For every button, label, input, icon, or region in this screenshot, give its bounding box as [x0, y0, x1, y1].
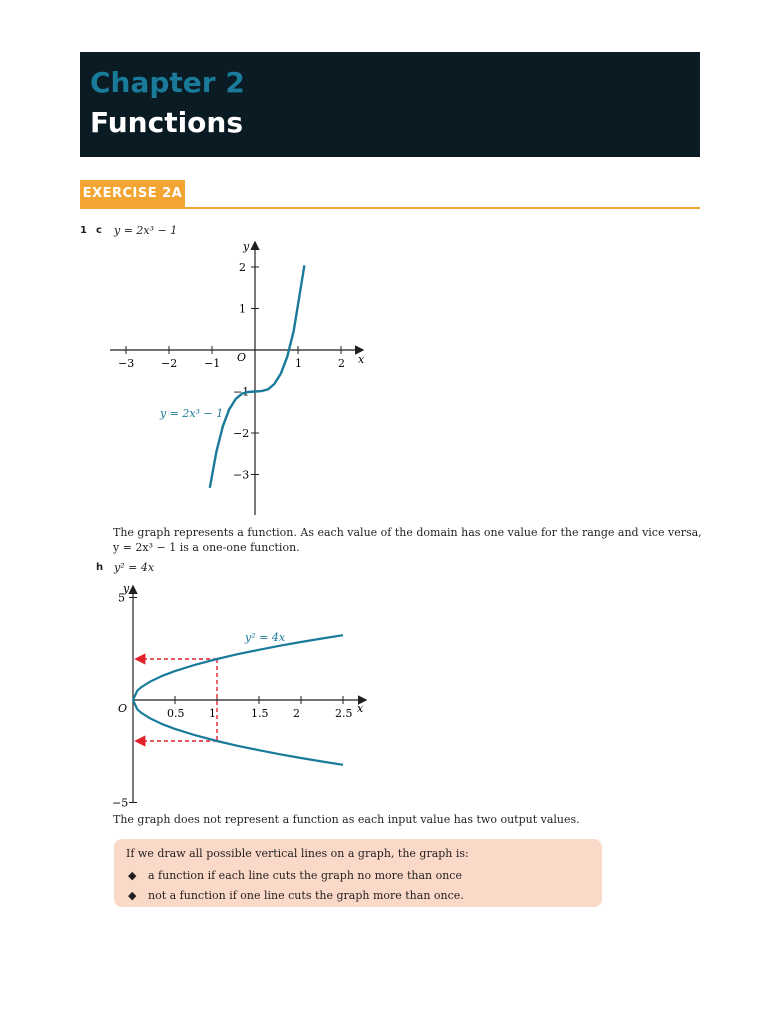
y-tick-label: 1	[239, 302, 246, 316]
note-bullet-2: not a function if one line cuts the graph more than once.	[148, 889, 464, 902]
cubic-curve-label: y = 2x³ − 1	[160, 407, 224, 420]
y-tick-label: 2	[239, 261, 246, 274]
x-tick-label: 2	[293, 707, 300, 720]
question-number: 1	[80, 225, 87, 236]
part-c-label: c	[96, 225, 102, 236]
part-c-equation: y = 2x³ − 1	[114, 224, 178, 237]
origin-label: O	[118, 702, 128, 715]
x-tick-label: 1.5	[251, 707, 269, 720]
part-c-explanation-2: y = 2x³ − 1 is a one-one function.	[113, 541, 300, 554]
bullet-icon: ◆	[128, 889, 137, 902]
y-tick-label: −5	[112, 796, 129, 810]
y-tick-label: 5	[118, 591, 125, 605]
parabola-lower-branch	[133, 700, 343, 765]
x-tick-label: −2	[161, 357, 178, 370]
x-tick-label: −1	[204, 357, 221, 370]
bullet-icon: ◆	[128, 869, 137, 882]
exercise-badge: EXERCISE 2A	[80, 180, 185, 208]
part-h-equation: y² = 4x	[114, 561, 155, 574]
x-tick-label: 1	[209, 707, 216, 720]
part-h-label: h	[96, 562, 104, 573]
y-tick-label: −1	[233, 385, 250, 399]
origin-label: O	[237, 351, 247, 364]
x-tick-label: −3	[118, 357, 135, 370]
note-title: If we draw all possible vertical lines on a graph, the graph is:	[126, 847, 469, 860]
parabola-upper-branch	[133, 635, 343, 700]
x-tick-label: 0.5	[167, 707, 185, 720]
x-tick-label: 2	[338, 357, 345, 370]
x-tick-label: 1	[295, 357, 302, 370]
parabola-graph	[105, 575, 385, 810]
exercise-divider	[80, 207, 700, 209]
x-axis-label: x	[357, 702, 364, 715]
part-h-explanation: The graph does not represent a function as each input value has two output values.	[113, 813, 580, 826]
cubic-graph	[100, 235, 380, 520]
parabola-curve-label: y² = 4x	[245, 631, 286, 644]
y-tick-label: −2	[233, 427, 250, 440]
chapter-header	[80, 52, 700, 157]
chapter-number: Chapter 2	[90, 66, 245, 99]
x-axis-label: x	[358, 353, 365, 366]
x-tick-label: 2.5	[335, 707, 353, 720]
part-c-explanation-1: The graph represents a function. As each value of the domain has one value for the range and vice versa,	[113, 526, 702, 539]
note-box	[114, 839, 602, 907]
y-axis-label: y	[123, 582, 130, 595]
y-axis-label: y	[243, 240, 250, 253]
note-bullet-1: a function if each line cuts the graph no more than once	[148, 869, 462, 882]
y-tick-label: −3	[233, 468, 250, 482]
chapter-title: Functions	[90, 106, 244, 139]
cubic-curve	[210, 265, 305, 488]
